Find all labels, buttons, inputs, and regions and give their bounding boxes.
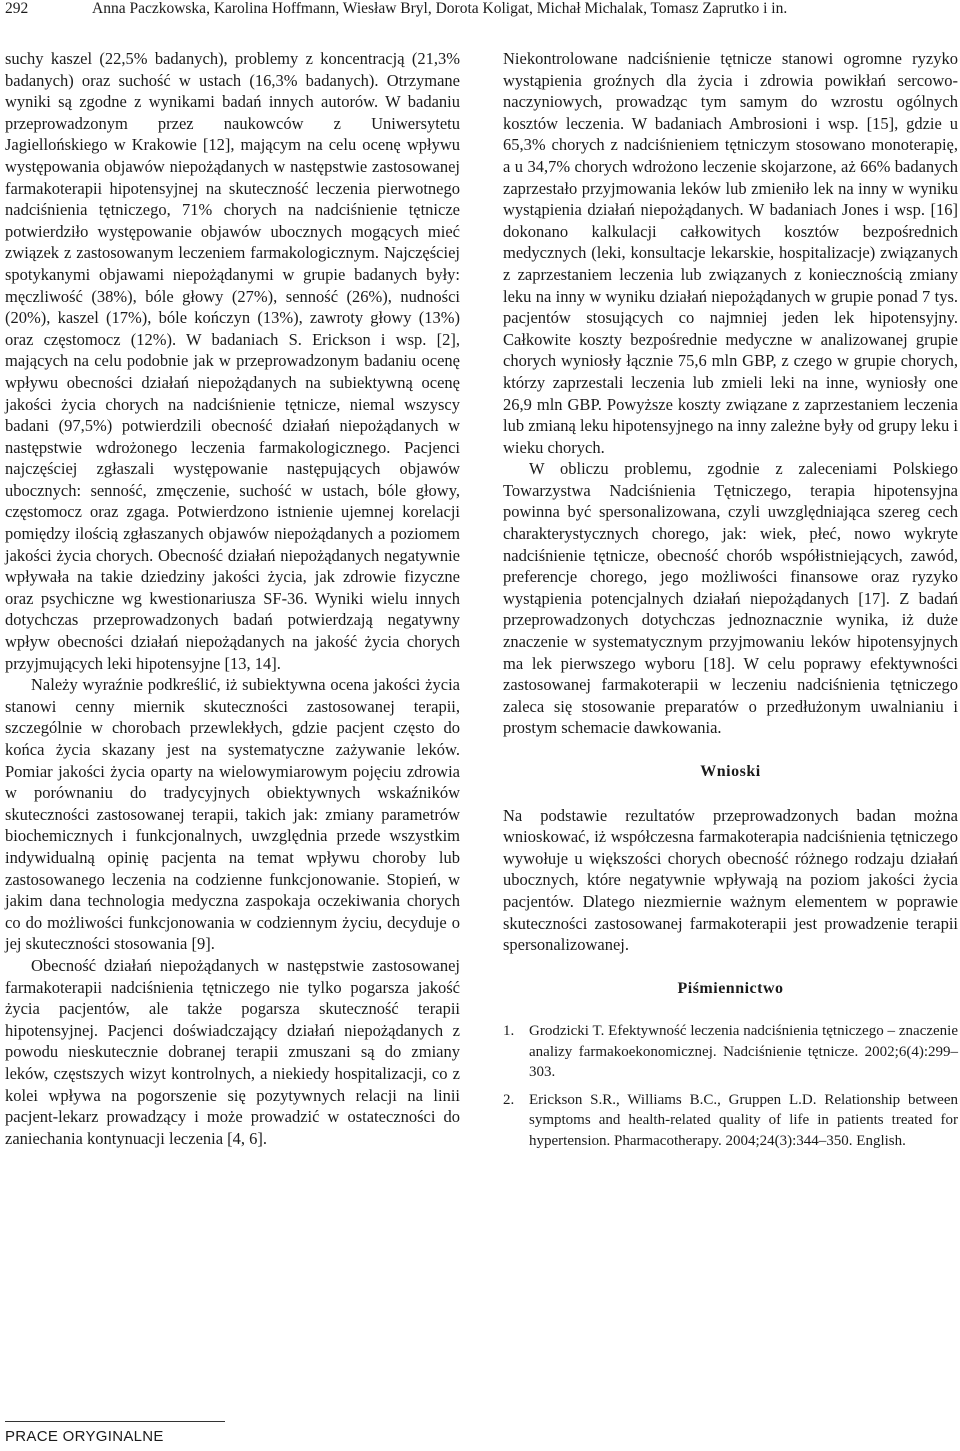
page-number: 292 bbox=[5, 0, 29, 17]
reference-item bbox=[503, 1090, 958, 1152]
page-header bbox=[0, 0, 960, 30]
conclusions-heading: Wnioski bbox=[700, 763, 761, 780]
conclusions-paragraph: Na podstawie rezultatów przeprowadzonych badan można wnioskować, iż współczesna farmakoterapia nadciśnienia tętniczego wywołuje u większości chorych obecność różnego rodzaju działań ubocznych, które negatywnie wpływają na poziom jakości życia pacjentów. Dlatego niezmiernie ważnym elementem w poprawie skuteczności zastosowanej farmakoterapii jest prowadzenie terapii spersonalizowanej. bbox=[503, 805, 958, 955]
references-heading: Piśmiennictwo bbox=[677, 979, 784, 997]
body-paragraph: Niekontrolowane nadciśnienie tętnicze stanowi ogromne ryzyko wystąpienia groźnych dla życia i zdrowia powikłań sercowo-naczyniowych, prowadząc tym samym do wzrostu ogólnych kosztów leczenia. W badaniach Ambrosioni i wsp. [15], gdzie u 65,3% chorych z nadciśnieniem tętniczym stosowano monoterapię, a u 34,7% chorych wdrożono leczenie skojarzone, aż 66% badanych zaprzestało przyjmowania leków lub zmieniło lek na inny w wyniku wystąpienia działań niepożądanych. W badaniach Jones i wsp. [16] dokonano kalkulacji całkowitych kosztów bezpośrednich medycznych (leki, konsultacje lekarskie, hospitalizacje) związanych z zaprzestaniem leczenia lub związanych z koniecznością zmiany leku na inny w wyniku działań niepożądanych w grupie ponad 7 tys. pacjentów stosujących co najmniej jeden lek hipotensyjny. Całkowite koszty bezpośrednie medyczne w analizowanej grupie chorych wyniosły łącznie 75,6 mln GBP, z czego w grupie chorych, którzy zaprzestali leczenia lub zmieli leki na inne, wyniosły one 26,9 mln GBP. Powyższe koszty związane z zaprzestaniem leczenia lub zmianą leku hipotensyjnego na inny zależne były od grupy leku i wieku chorych. bbox=[503, 49, 959, 457]
left-column bbox=[5, 48, 460, 1149]
body-paragraph: W obliczu problemu, zgodnie z zaleceniami Polskiego Towarzystwa Nadciśnienia Tętniczego, terapia hipotensyjna powinna być spersonalizowana, czyli uwzględniająca szereg cech charakterystycznych chorego, jak: wiek, płeć, nowo wykryte nadciśnienie tętnicze, obecność chorób współistniejących, zawód, preferencje chorego, jego możliwości finansowe oraz ryzyko wystąpienia potencjalnych działań niepożądanych [17]. Z badań przeprowadzonych dotychczas jednoznacznie wynika, iż duże znaczenie w systematycznym przyjmowaniu leków hipotensyjnych ma lek pierwszego wyboru [18]. W celu poprawy efektywności zastosowanej farmakoterapii w leczeniu nadciśnienia tętniczego zaleca się stosowanie preparatów o przedłużonym uwalnianiu i prostym schemacie dawkowania. bbox=[503, 459, 958, 738]
reference-number: 2. bbox=[503, 1091, 515, 1108]
section-label: PRACE ORYGINALNE bbox=[5, 1428, 164, 1445]
body-paragraph: Należy wyraźnie podkreślić, iż subiektywna ocena jakości życia stanowi cenny miernik skuteczności zastosowanej terapii, szczególnie w chorobach przewlekłych, gdzie pacjent często do końca życia skazany jest na systematyczne zażywanie leków. Pomiar jakości życia oparty na wielowymiarowym pojęciu zdrowia w porównaniu do tradycyjnych obiektywnych wskaźników skuteczności zastosowanej terapii, takich jak: zmiany parametrów biochemicznych i funkcjonalnych, uwzględnia przede wszystkim indywidualną opinię pacjenta na temat wpływu choroby lub zastosowanego leczenia na codzienne funkcjonowanie. Stopień, w jakim dana technologia medyczna zaspokaja oczekiwania chorych co do możliwości funkcjonowania w codziennym życiu, decyduje o jej skuteczności stosowania [9]. bbox=[5, 675, 460, 954]
body-paragraph: Obecność działań niepożądanych w następstwie zastosowanej farmakoterapii nadciśnienia tętniczego nie tylko pogarsza jakość życia pacjentów, ale także pogarsza skuteczność terapii hipotensyjnej. Pacjenci doświadczający działań niepożądanych z powodu nieskutecznie dobranej terapii zmuszani są do zmiany leków, częstszych wizyt kontrolnych, a niekiedy hospitalizacji, co z kolei wpływa na pogorszenie się pozytywnych relacji na linii pacjent-lekarz prowadzący i może prowadzić w ostateczności do zaniechania kontynuacji leczenia [4, 6]. bbox=[5, 955, 460, 1148]
running-head-authors: Anna Paczkowska, Karolina Hoffmann, Wiesław Bryl, Dorota Koligat, Michał Michalak, Tomasz Zaprutko i in. bbox=[92, 0, 788, 17]
reference-number: 1. bbox=[503, 1023, 515, 1040]
right-column bbox=[503, 48, 958, 1158]
reference-item bbox=[503, 1021, 958, 1083]
body-paragraph: suchy kaszel (22,5% badanych), problemy z koncentracją (21,3% badanych) oraz suchość w ustach (16,3% badanych). Otrzymane wyniki są zgodne z wynikami badań innych autorów. W badaniu przeprowadzonym przez naukowców z Uniwersytetu Jagiellońskiego w Krakowie [12], mającym na celu ocenę wpływu występowania objawów niepożądanych w następstwie zastosowanej farmakoterapii hipotensyjnej na skuteczność leczenia pierwotnego nadciśnienia tętniczego, 71% chorych na nadciśnienie tętnicze potwierdziło występowanie objawów ubocznych mogących mieć związek z zastosowanym leczeniem farmakologicznym. Najczęściej spotykanymi objawami niepożądanymi w grupie badanych były: męczliwość (38%), bóle głowy (27%), senność (26%), nudności (20%), kaszel (17%), bóle kończyn (13%), zawroty głowy (13%) oraz częstomocz (12%). W badaniach S. Erickson i wsp. [2], mających na celu podobnie jak w przeprowadzonym badaniu ocenę wpływu obecności działań niepożądanych na subiektywną ocenę jakości życia chorych na nadciśnienie tętnicze, niemal wszyscy badani (97,5%) potwierdzili obecność działań niepożądanych w następstwie wdrożonego leczenia farmakologicznego. Pacjenci najczęściej zgłaszali występowanie następujących objawów ubocznych: senność, zmęczenie, suchość w ustach, bóle głowy, częstomocz oraz zgaga. Potwierdzono istnienie ujemnej korelacji pomiędzy ilością zgłaszanych objawów niepożądanych a poziomem jakości życia chorych. Obecność działań niepożądanych negatywnie wpływała na takie dziedziny jakości życia, jak zdrowie fizyczne oraz psychiczne wg kwestionariusza SF-36. Wyniki wielu innych dotychczas przeprowadzonych badań potwierdzają negatywny wpływ obecności działań niepożądanych na jakość życia chorych przyjmujących leki hipotensyjne [13, 14]. bbox=[5, 49, 460, 673]
footer-divider bbox=[5, 1421, 225, 1422]
reference-text: Erickson S.R., Williams B.C., Gruppen L.D. Relationship between symptoms and health-related quality of life in patients treated for hypertension. Pharmacotherapy. 2004;24(3):344–350. English. bbox=[529, 1091, 958, 1149]
reference-text: Grodzicki T. Efektywność leczenia nadciśnienia tętniczego – znaczenie analizy farmakoekonomicznej. Nadciśnienie tętnicze. 2002;6(4):299–303. bbox=[529, 1023, 958, 1081]
references-list bbox=[503, 1021, 958, 1151]
